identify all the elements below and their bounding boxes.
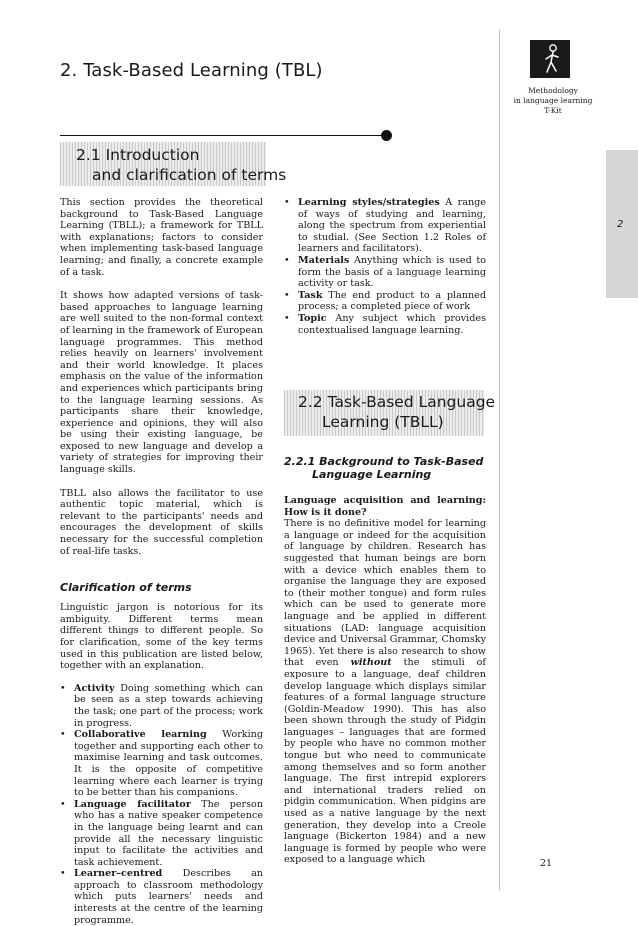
term-definition: The person who has a native speaker competence in the language being learnt and can provide all the necessary linguistic input to facilitate the activities and task achievement. (74, 798, 263, 868)
term-definition: Describes an approach to classroom methodology which puts learners' needs and interests at the centre of the learning programme. (74, 868, 263, 926)
term-label: Activity (74, 682, 115, 694)
bullet-icon: • (60, 729, 66, 741)
bullet-icon: • (284, 289, 290, 301)
term-definition: The end product to a planned process; a completed piece of work (298, 289, 486, 313)
bullet-icon: • (60, 868, 66, 880)
tkit-caption (508, 86, 598, 116)
section-heading-line2: and clarification of terms (92, 166, 287, 184)
term-definition: Any subject which provides contextualised language learning. (298, 312, 486, 336)
terms-list-right (284, 197, 486, 336)
caption-line-1: Methodology (528, 86, 578, 95)
list-item (284, 255, 486, 290)
list-item (60, 683, 263, 729)
body-text-part1: There is no definitive model for learning a language or indeed for the acquisition of language by children. Research has suggested that human beings are born with a device which enables them to organise the language they are exposed to (their mother tongue) and form rules which can be used to generate more language and be applied in different situations (LAD: language acquisition device and Universal Grammar, Chomsky 1965). Yet there is also research to show that even (284, 518, 486, 669)
bullet-icon: • (284, 254, 290, 266)
left-column (60, 197, 263, 926)
term-label: Language facilitator (74, 798, 191, 810)
section2-heading (298, 392, 495, 432)
term-definition: A range of ways of studying and learning, along the spectrum from experiential to studial. (See Section 1.2 Roles of learners and facilitators). (298, 197, 486, 255)
right-column-bottom (284, 455, 486, 866)
section-heading (76, 145, 286, 185)
body-text-part2: the stimuli of exposure to a language, deaf children develop language which displays similar features of a formal language structure (Goldin-Meadow 1990). This has also been shown through the study of Pidgin languages – languages that are formed by people who have no common mother tongue but who need to communicate among themselves and so form another language. The first intrepid explorers and international traders relied on pidgin communication. When pidgins are used as a native language by the next generation, they develop into a Creole language (Bickerton 1984) and a new language is formed by people who were exposed to a language which (284, 657, 486, 866)
rule-end-dot (381, 130, 392, 141)
intro-paragraph-2: It shows how adapted versions of task-based approaches to language learning are well suited to the non-formal context of learning in the framework of European language programmes. This method relies heavily on learners' involvement and their world knowledge. It places emphasis on the value of the information and experiences which participants bring to the language learning sessions. As participants share their knowledge, experience and opinions, they will also be using their existing language, be exposed to new language and develop a variety of strategies for improving their language skills. (60, 290, 263, 476)
intro-paragraph-3: TBLL also allows the facilitator to use authentic topic material, which is relevant to the participants' needs and encourages the development of skills necessary for the successful completion of real-life tasks. (60, 487, 263, 557)
list-item (60, 868, 263, 926)
bullet-icon: • (284, 312, 290, 324)
right-column-top (284, 197, 486, 336)
list-item (284, 290, 486, 313)
clarification-heading: Clarification of terms (60, 581, 192, 595)
question-heading: Language acquisition and learning: How is it done? (284, 495, 486, 518)
section-heading-line1: 2.1 Introduction (76, 146, 200, 164)
list-item (60, 729, 263, 799)
caption-line-3: T-Kit (544, 106, 562, 115)
terms-list-left (60, 683, 263, 926)
list-item (284, 313, 486, 336)
chapter-title: 2. Task-Based Learning (TBL) (60, 60, 323, 81)
term-label: Materials (298, 254, 350, 266)
chapter-tab-number: 2 (617, 219, 624, 230)
bullet-icon: • (60, 798, 66, 810)
term-label: Learning styles/strategies (298, 197, 440, 208)
body-paragraph (284, 518, 486, 866)
title-rule (60, 135, 386, 136)
bullet-icon: • (284, 197, 290, 208)
intro-paragraph-1: This section provides the theoretical background to Task-Based Language Learning (TBLL); a framework for TBLL with explanations; factors to consider when implementing task-based language learning; and finally, a concrete example of a task. (60, 197, 263, 278)
section2-heading-line2: Learning (TBLL) (322, 413, 444, 431)
subsection-heading-line2: Language Learning (312, 468, 432, 481)
figure-icon (530, 40, 570, 78)
term-definition: Anything which is used to form the basis of a language learning activity or task. (298, 254, 486, 290)
term-label: Topic (298, 312, 327, 324)
term-definition: Working together and supporting each other to maximise learning and task outcomes. It is the opposite of competitive learning where each learner is trying to be better than his companions. (74, 729, 263, 799)
subsection-heading-line1: 2.2.1 Background to Task-Based (284, 455, 484, 468)
term-definition: Doing something which can be seen as a step towards achieving the task; one part of the process; work in progress. (74, 682, 263, 729)
page-number: 21 (540, 858, 553, 869)
term-label: Collaborative learning (74, 729, 207, 741)
bullet-icon: • (60, 682, 66, 694)
section2-heading-line1: 2.2 Task-Based Language (298, 393, 496, 411)
sidebar-divider (499, 30, 500, 890)
caption-line-2: in language learning (513, 96, 593, 105)
list-item (284, 197, 486, 255)
clarification-paragraph: Linguistic jargon is notorious for its ambiguity. Different terms mean different things to different people. So for clarification, some of the key terms used in this publication are listed below, together with an explanation. (60, 602, 263, 672)
subsection-heading (284, 455, 486, 481)
term-label: Task (298, 289, 323, 301)
tkit-logo (530, 40, 570, 78)
term-label: Learner–centred (74, 868, 163, 880)
body-emphasis: without (350, 657, 392, 669)
list-item (60, 799, 263, 869)
